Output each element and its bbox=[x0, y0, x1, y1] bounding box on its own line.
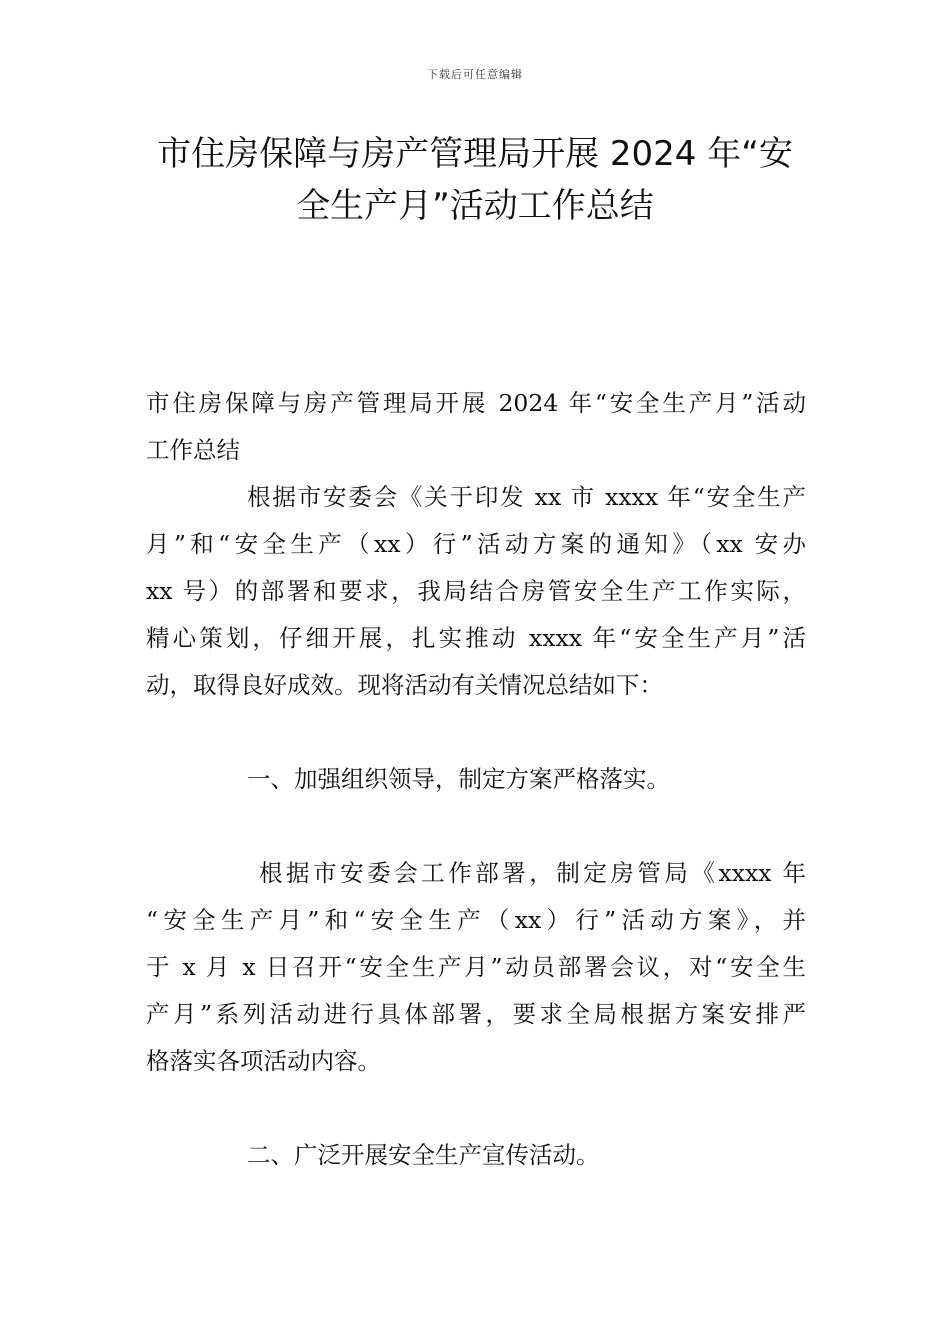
paragraph-line: 动，取得良好成效。现将活动有关情况总结如下： bbox=[146, 671, 663, 699]
paragraph-spacer bbox=[146, 1085, 806, 1132]
paragraph-line: “安全生产月”和“安全生产（xx）行”活动方案》，并 bbox=[146, 906, 806, 934]
paragraph-line: 产月”系列活动进行具体部署，要求全局根据方案安排严 bbox=[146, 1000, 806, 1028]
paragraph-line: 格落实各项活动内容。 bbox=[146, 1047, 381, 1075]
section-1-heading: 一、加强组织领导，制定方案严格落实。 bbox=[247, 765, 670, 793]
paragraph-line: 精心策划，仔细开展，扎实推动 xxxx 年“安全生产月”活 bbox=[146, 624, 806, 652]
paragraph-line: 根据市安委会工作部署，制定房管局《xxxx 年 bbox=[259, 859, 806, 887]
subtitle-paragraph bbox=[146, 380, 806, 474]
document-body bbox=[146, 380, 806, 1179]
paragraph-spacer bbox=[146, 709, 806, 756]
header-note: 下载后可任意编辑 bbox=[427, 68, 523, 81]
paragraph-line: 市住房保障与房产管理局开展 2024 年“安全生产月”活动 bbox=[146, 389, 806, 417]
paragraph-spacer bbox=[146, 803, 806, 850]
document-title-line-1: 市住房保障与房产管理局开展 2024 年“安 bbox=[157, 134, 793, 174]
section-2-heading: 二、广泛开展安全生产宣传活动。 bbox=[247, 1141, 600, 1169]
section-1-paragraph bbox=[146, 850, 806, 1085]
intro-paragraph bbox=[146, 474, 806, 709]
document-title-line-2: 全生产月”活动工作总结 bbox=[296, 186, 654, 226]
document-title bbox=[140, 128, 810, 232]
paragraph-line: xx 号）的部署和要求，我局结合房管安全生产工作实际， bbox=[146, 577, 806, 605]
paragraph-line: 月”和“安全生产（xx）行”活动方案的通知》（xx 安办 bbox=[146, 530, 806, 558]
paragraph-line: 于 x 月 x 日召开“安全生产月”动员部署会议，对“安全生 bbox=[146, 953, 806, 981]
paragraph-line: 工作总结 bbox=[146, 436, 240, 464]
paragraph-line: 根据市安委会《关于印发 xx 市 xxxx 年“安全生产 bbox=[247, 483, 806, 511]
